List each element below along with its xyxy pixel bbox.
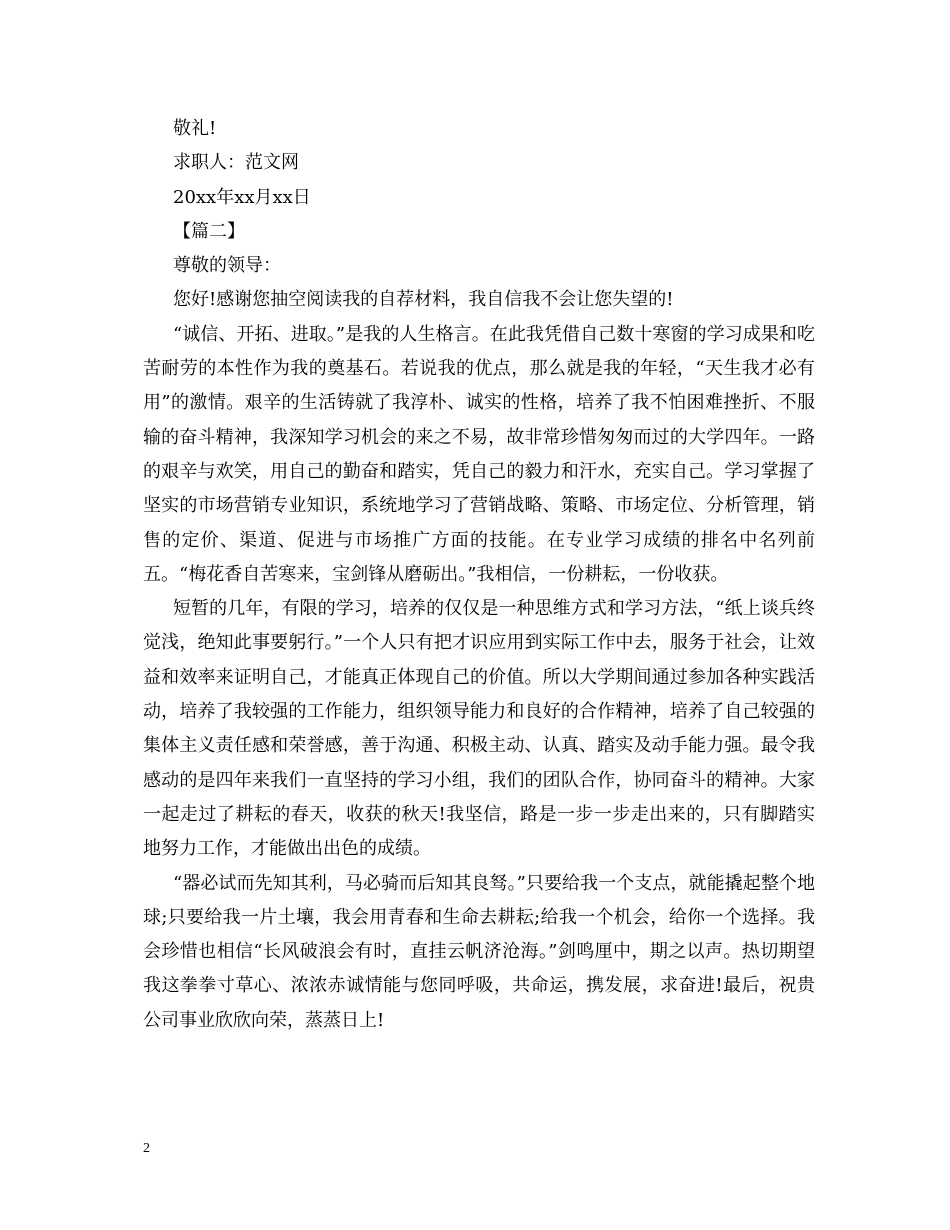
body-paragraph-motto: “诚信、开拓、进取。”是我的人生格言。在此我凭借自己数十寒窗的学习成果和吃苦耐劳的本性作为我的奠基石。若说我的优点，那么就是我的年轻，“天生我才必有用”的激情。艰辛的生活铸就了我淳朴、诚实的性格，培养了我不怕困难挫折、不服输的奋斗精神，我深知学习机会的来之不易，故非常珍惜匆匆而过的大学四年。一路的艰辛与欢笑，用自己的勤奋和踏实，凭自己的毅力和汗水，充实自己。学习掌握了坚实的市场营销专业知识，系统地学习了营销战略、策略、市场定位、分析管理，销售的定价、渠道、促进与市场推广方面的技能。在专业学习成绩的排名中名列前五。“梅花香自苦寒来，宝剑锋从磨砺出。”我相信，一份耕耘，一份收获。 [143,323,815,585]
greeting: 尊敬的领导： [173,255,281,277]
page-number: 2 [143,1141,150,1156]
letter-body [143,112,815,1038]
applicant-signature: 求职人：范文网 [173,152,299,174]
letter-date: 20xx年xx月xx日 [173,186,311,208]
closing-salutation: 敬礼! [173,118,217,139]
body-paragraph-experience: 短暂的几年，有限的学习，培养的仅仅是一种思维方式和学习方法，“纸上谈兵终觉浅，绝知此事要躬行。”一个人只有把才识应用到实际工作中去，服务于社会，让效益和效率来证明自己，才能真正体现自己的价值。所以大学期间通过参加各种实践活动，培养了我较强的工作能力，组织领导能力和良好的合作精神，培养了自己较强的集体主义责任感和荣誉感，善于沟通、积极主动、认真、踏实及动手能力强。最令我感动的是四年来我们一直坚持的学习小组，我们的团队合作，协同奋斗的精神。大家一起走过了耕耘的春天，收获的秋天!我坚信，路是一步一步走出来的，只有脚踏实地努力工作，才能做出出色的成绩。 [143,598,815,860]
section-heading: 【篇二】 [173,220,245,242]
body-paragraph-closing: “器必试而先知其利，马必骑而后知其良驽。”只要给我一个支点，就能撬起整个地球;只要给我一片土壤，我会用青春和生命去耕耘;给我一个机会，给你一个选择。我会珍惜也相信“长风破浪会有时，直挂云帆济沧海。”剑鸣厘中，期之以声。热切期望我这拳拳寸草心、浓浓赤诚情能与您同呼吸，共命运，携发展，求奋进!最后，祝贵公司事业欣欣向荣，蒸蒸日上! [143,872,815,1031]
opening-line: 您好!感谢您抽空阅读我的自荐材料，我自信我不会让您失望的! [173,289,674,311]
